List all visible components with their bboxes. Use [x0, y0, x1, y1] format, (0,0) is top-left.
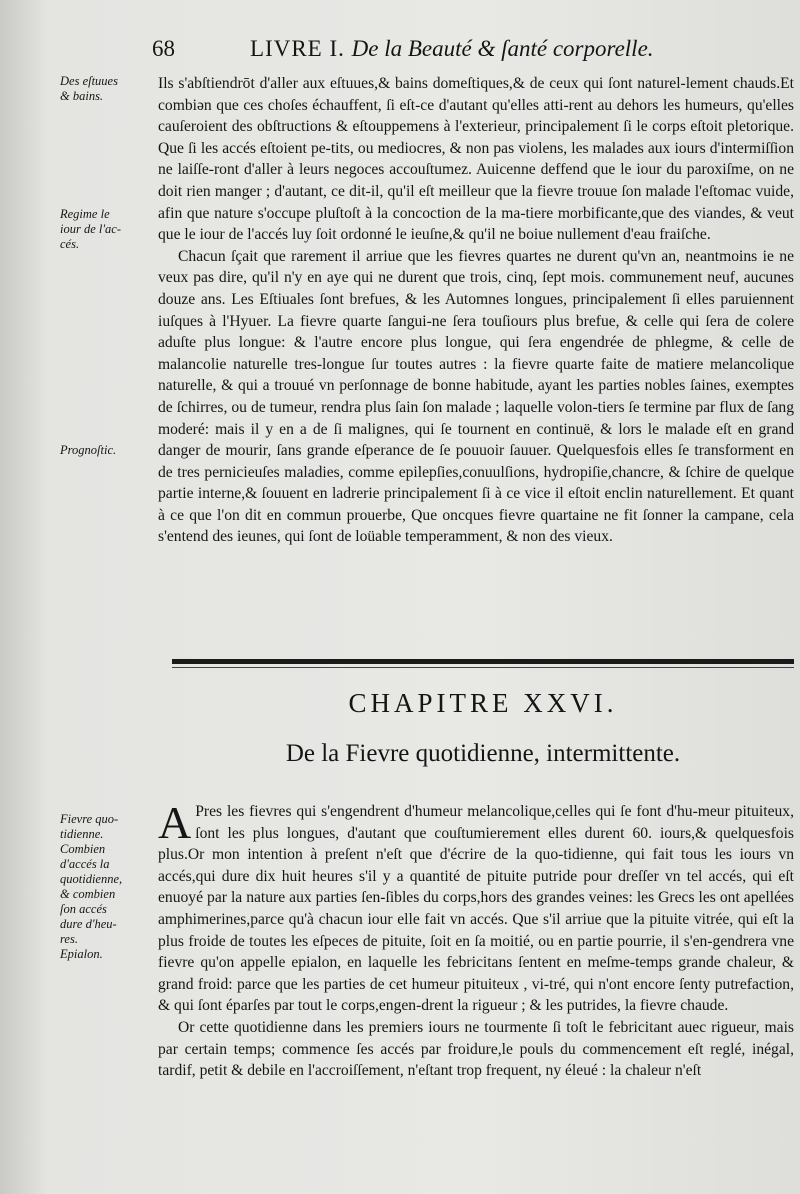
chapter-heading: CHAPITRE XXVI. [348, 688, 618, 718]
running-head [250, 36, 654, 62]
paragraph-or-cette-quotidienne: Or cette quotidienne dans les premiers iours ne tourmente ſi toſt le febricitant auec rigueur, mais par certain temps; commence ſes accés par froidure,le pouls du commencement eſt reglé, inégal, tardif, petit & debile en l'accroiſſement, n'eſtant trop frequent, ny éleué : la chaleur n'eſt [158, 1018, 794, 1080]
margin-note-estuves: Des eſtuues & bains. [60, 74, 118, 103]
margin-note-prognostic: Prognoſtic. [60, 443, 117, 457]
chapter-title: De la Fievre quotidienne, intermittente. [285, 740, 681, 767]
paragraph-fievres-quartes: Chacun ſçait que rarement il arriue que les fievres quartes ne durent qu'vn an, neantmoins ie ne veux pas dire, qu'il n'y en aye qui ne durent que trois, cinq, ſept mois. communement neuf, aucunes douze ans. Les Eſtiuales ſont brefues, & les Automnes longues, principalement ſi elles paruiennent iuſques à l'Hyuer. La fievre quarte ſangui-ne ſera touſiours plus brefue, & celle qui ſera de colere aduſte plus longue: & l'autre encore plus longue, qui ſera engendrée de phlegme, & celle de malancolie naturelle tres-longue ſur toutes autres : la fievre quarte faite de matiere melancolique naturelle, & qui a trouué vn perſonnage de bonne habitude, ayant les parties nobles ſaines, exemptes de ſchirres, ou de tumeur, rendra plus ſain ſon malade ; laquelle volon-tiers ſe termine par flux de ſang moderé: mais il y en a de ſi malignes, qui ſe tournent en continuë, & lors le malade eſt en grand danger de mourir, ſans grande eſperance de ſe pouuoir ſauuer. Quelquesfois elles ſe transforment en de tres pernicieuſes maladies, comme epilepſies,conuulſions, hydropiſie,chancre, & ſchire de quelque partie interne,& ſouuent en ladrerie principalement ſi à ce vice il eſtoit enclin naturellement. Et quant à ce que l'on dit en commun prouerbe, Que oncques fievre quartaine ne fit ſonner la campane, cela s'entend des ieunes, qui ſont de loüable temperamment, & non des vieux. [158, 247, 794, 546]
body-text-top [158, 73, 794, 633]
margin-note-fievre-quotidienne: Fievre quo- tidienne. Combien d'accés la quotidienne, & combien ſon accés dure d'heu- res. Epialon. [60, 812, 123, 961]
page-number: 68 [152, 36, 175, 61]
running-head-book: LIVRE I. [250, 36, 345, 61]
running-head-title: De la Beauté & ſanté corporelle. [351, 36, 654, 61]
paragraph-apres-les-fievres [158, 797, 794, 1017]
body-text-chapter [158, 797, 794, 1181]
margin-note-regime: Regime le iour de l'ac- cés. [60, 207, 121, 251]
drop-cap: A [158, 797, 192, 848]
running-header [152, 34, 792, 68]
paragraph-apres-rest: Pres les fievres qui s'engendrent d'humeur melancolique,celles qui ſe font d'hu-meur pituiteux, ſont les plus longues, d'autant que couſtumierement elles durent 60. iours,& quelquesfois plus.Or mon intention à preſent n'eſt que d'écrire de la quo-tidienne, qui fait tous les iours vn accés,qui dure dix huit heures s'il y a quantité de pituite putride pour dreſſer vn tel accés, qui eſt enuoyé par la nature aux parties ſen-ſibles du corps,hors des grandes veines: les Grecs les ont apellées amphimerines,parce qu'à chacun iour elle fait vn accés. Que s'il arriue que la pituite vitrée, qui eſt la plus froide de toutes les eſpeces de pituite, ſoit en ſa moitié, ou en partie pourrie, il s'en-gendrera vne fievre qu'on appelle epialon, en laquelle les febricitans ſentent en meſme-temps grande chaleur, & grand froid: parce que les parties de cet humeur pituiteux , vi-tré, qui n'ont encore ſenty putrefaction, & qui ſont éparſes par tout le corps,engen-drent la rigueur ; & les putrides, la fievre chaude. [158, 803, 794, 1015]
chapter-rule [172, 659, 794, 664]
paragraph-estuves: Ils s'abſtiendrōt d'aller aux eſtuues,& bains domeſtiques,& de ceux qui ſont naturel-lement chauds.Et combiən que ces choſes échauffent, ſi eſt-ce d'autant qu'elles atti-rent au dehors les humeurs, qu'elles cauſeroient des obſtructions & eſtouppemens à l'exterieur, principalement ſi le corps eſtoit pletorique. Que ſi les accés eſtoient pe-tits, ou mediocres, & non pas violens, les malades aux iours d'intermiſſion ne laiſſe-ront d'aller à leurs negoces accouſtumez. Auicenne deffend que le iour du paroxiſme, on ne doit rien manger ; d'autant, ce dit-il, qu'il eſt meilleur que la fievre trouue ſon malade l'eſtomac vuide, afin que nature s'occupe pluſtoſt à la concoction de la ma-tiere morbificante,que des viandes, & veut que le iour de l'accés luy ſoit ordonné le ieuſne,& qu'il ne boiue nullement d'eau fraiſche. [158, 75, 794, 244]
